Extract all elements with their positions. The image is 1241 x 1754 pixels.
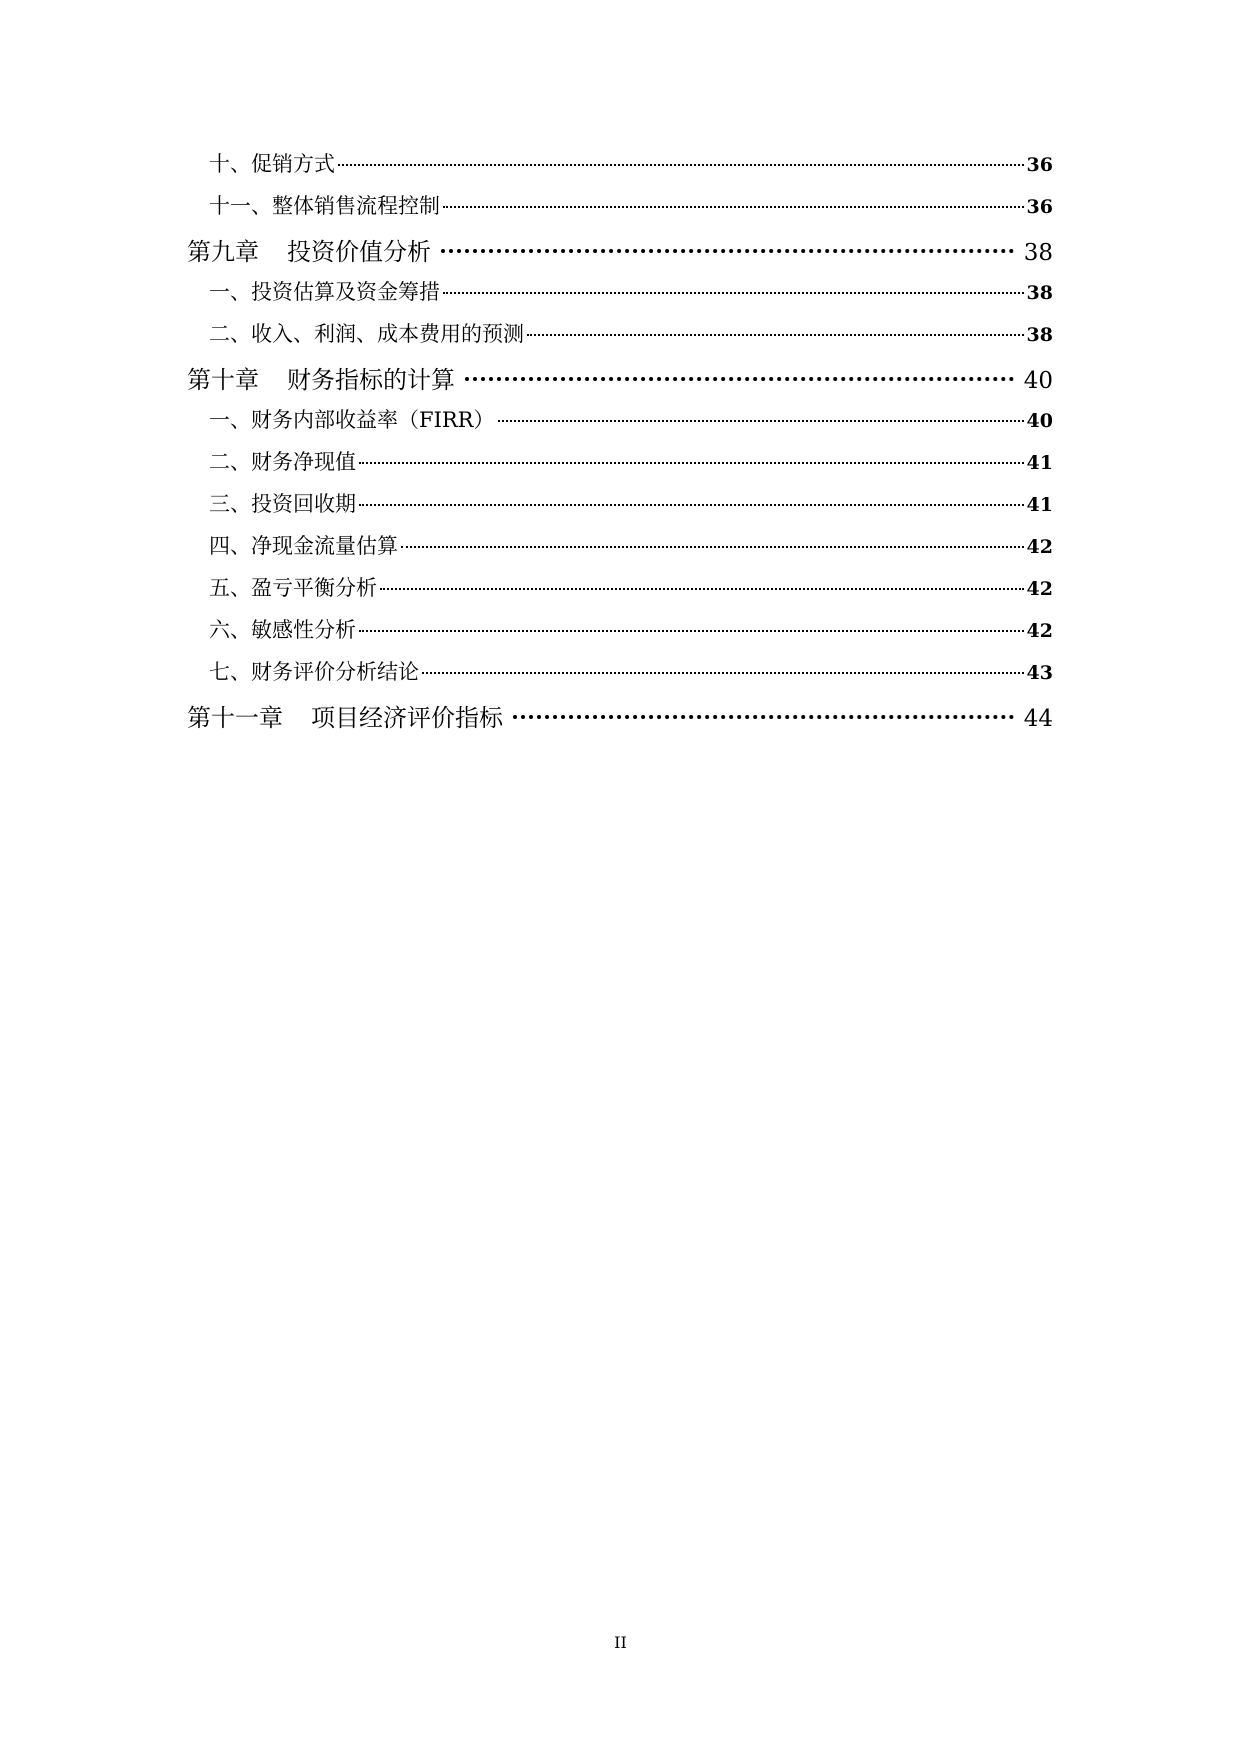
toc-entry-section[interactable] (187, 572, 1053, 614)
toc-entry-title: 三、投资回收期 (209, 492, 356, 516)
dot-leader (527, 334, 1024, 336)
dot-leader (380, 588, 1024, 590)
dot-leader (338, 164, 1024, 166)
toc-entry-section[interactable] (187, 276, 1053, 318)
toc-entry-page: 38 (1026, 324, 1053, 346)
toc-entry-section[interactable] (187, 614, 1053, 656)
dot-leader (441, 249, 1014, 253)
table-of-contents (187, 148, 1053, 742)
toc-entry-title: 十、促销方式 (209, 152, 335, 176)
toc-entry-page: 40 (1026, 410, 1053, 432)
toc-entry-title (187, 232, 431, 267)
dot-leader (359, 504, 1024, 506)
dot-leader (465, 377, 1014, 381)
toc-entry-section[interactable] (187, 318, 1053, 360)
chapter-title: 项目经济评价指标 (311, 704, 503, 732)
toc-entry-page: 40 (1023, 368, 1053, 394)
dot-leader (498, 420, 1024, 422)
toc-entry-page: 42 (1026, 620, 1053, 642)
chapter-number: 第十一章 (187, 704, 283, 732)
toc-entry-page: 36 (1026, 154, 1053, 176)
toc-entry-page: 41 (1026, 452, 1053, 474)
toc-entry-page: 44 (1023, 706, 1053, 732)
toc-entry-chapter[interactable] (187, 232, 1053, 276)
toc-entry-page: 38 (1023, 240, 1053, 266)
toc-entry-page: 43 (1026, 662, 1053, 684)
dot-leader (359, 630, 1024, 632)
toc-entry-section[interactable] (187, 190, 1053, 232)
toc-entry-title: 一、投资估算及资金筹措 (209, 280, 440, 304)
toc-entry-page: 36 (1026, 196, 1053, 218)
chapter-number: 第九章 (187, 238, 259, 266)
toc-entry-title: 六、敏感性分析 (209, 618, 356, 642)
toc-entry-section[interactable] (187, 488, 1053, 530)
dot-leader (443, 292, 1024, 294)
toc-entry-section[interactable] (187, 148, 1053, 190)
dot-leader (401, 546, 1024, 548)
dot-leader (422, 672, 1024, 674)
toc-entry-title: 五、盈亏平衡分析 (209, 576, 377, 600)
toc-entry-section[interactable] (187, 446, 1053, 488)
toc-entry-section[interactable] (187, 404, 1053, 446)
toc-entry-title (187, 360, 455, 395)
dot-leader (443, 206, 1024, 208)
toc-entry-title: 十一、整体销售流程控制 (209, 194, 440, 218)
toc-entry-title: 七、财务评价分析结论 (209, 660, 419, 684)
toc-entry-chapter[interactable] (187, 698, 1053, 742)
toc-entry-section[interactable] (187, 656, 1053, 698)
toc-entry-title (187, 698, 503, 733)
toc-entry-chapter[interactable] (187, 360, 1053, 404)
chapter-title: 财务指标的计算 (287, 366, 455, 394)
chapter-number: 第十章 (187, 366, 259, 394)
toc-entry-page: 42 (1026, 578, 1053, 600)
dot-leader (359, 462, 1024, 464)
toc-entry-title: 二、财务净现值 (209, 450, 356, 474)
dot-leader (513, 715, 1014, 719)
page-number-footer: II (614, 1633, 627, 1652)
toc-entry-title: 二、收入、利润、成本费用的预测 (209, 322, 524, 346)
toc-entry-section[interactable] (187, 530, 1053, 572)
toc-entry-page: 42 (1026, 536, 1053, 558)
toc-entry-page: 38 (1026, 282, 1053, 304)
toc-entry-page: 41 (1026, 494, 1053, 516)
toc-entry-title: 一、财务内部收益率（FIRR） (209, 408, 495, 432)
toc-entry-title: 四、净现金流量估算 (209, 534, 398, 558)
chapter-title: 投资价值分析 (287, 238, 431, 266)
